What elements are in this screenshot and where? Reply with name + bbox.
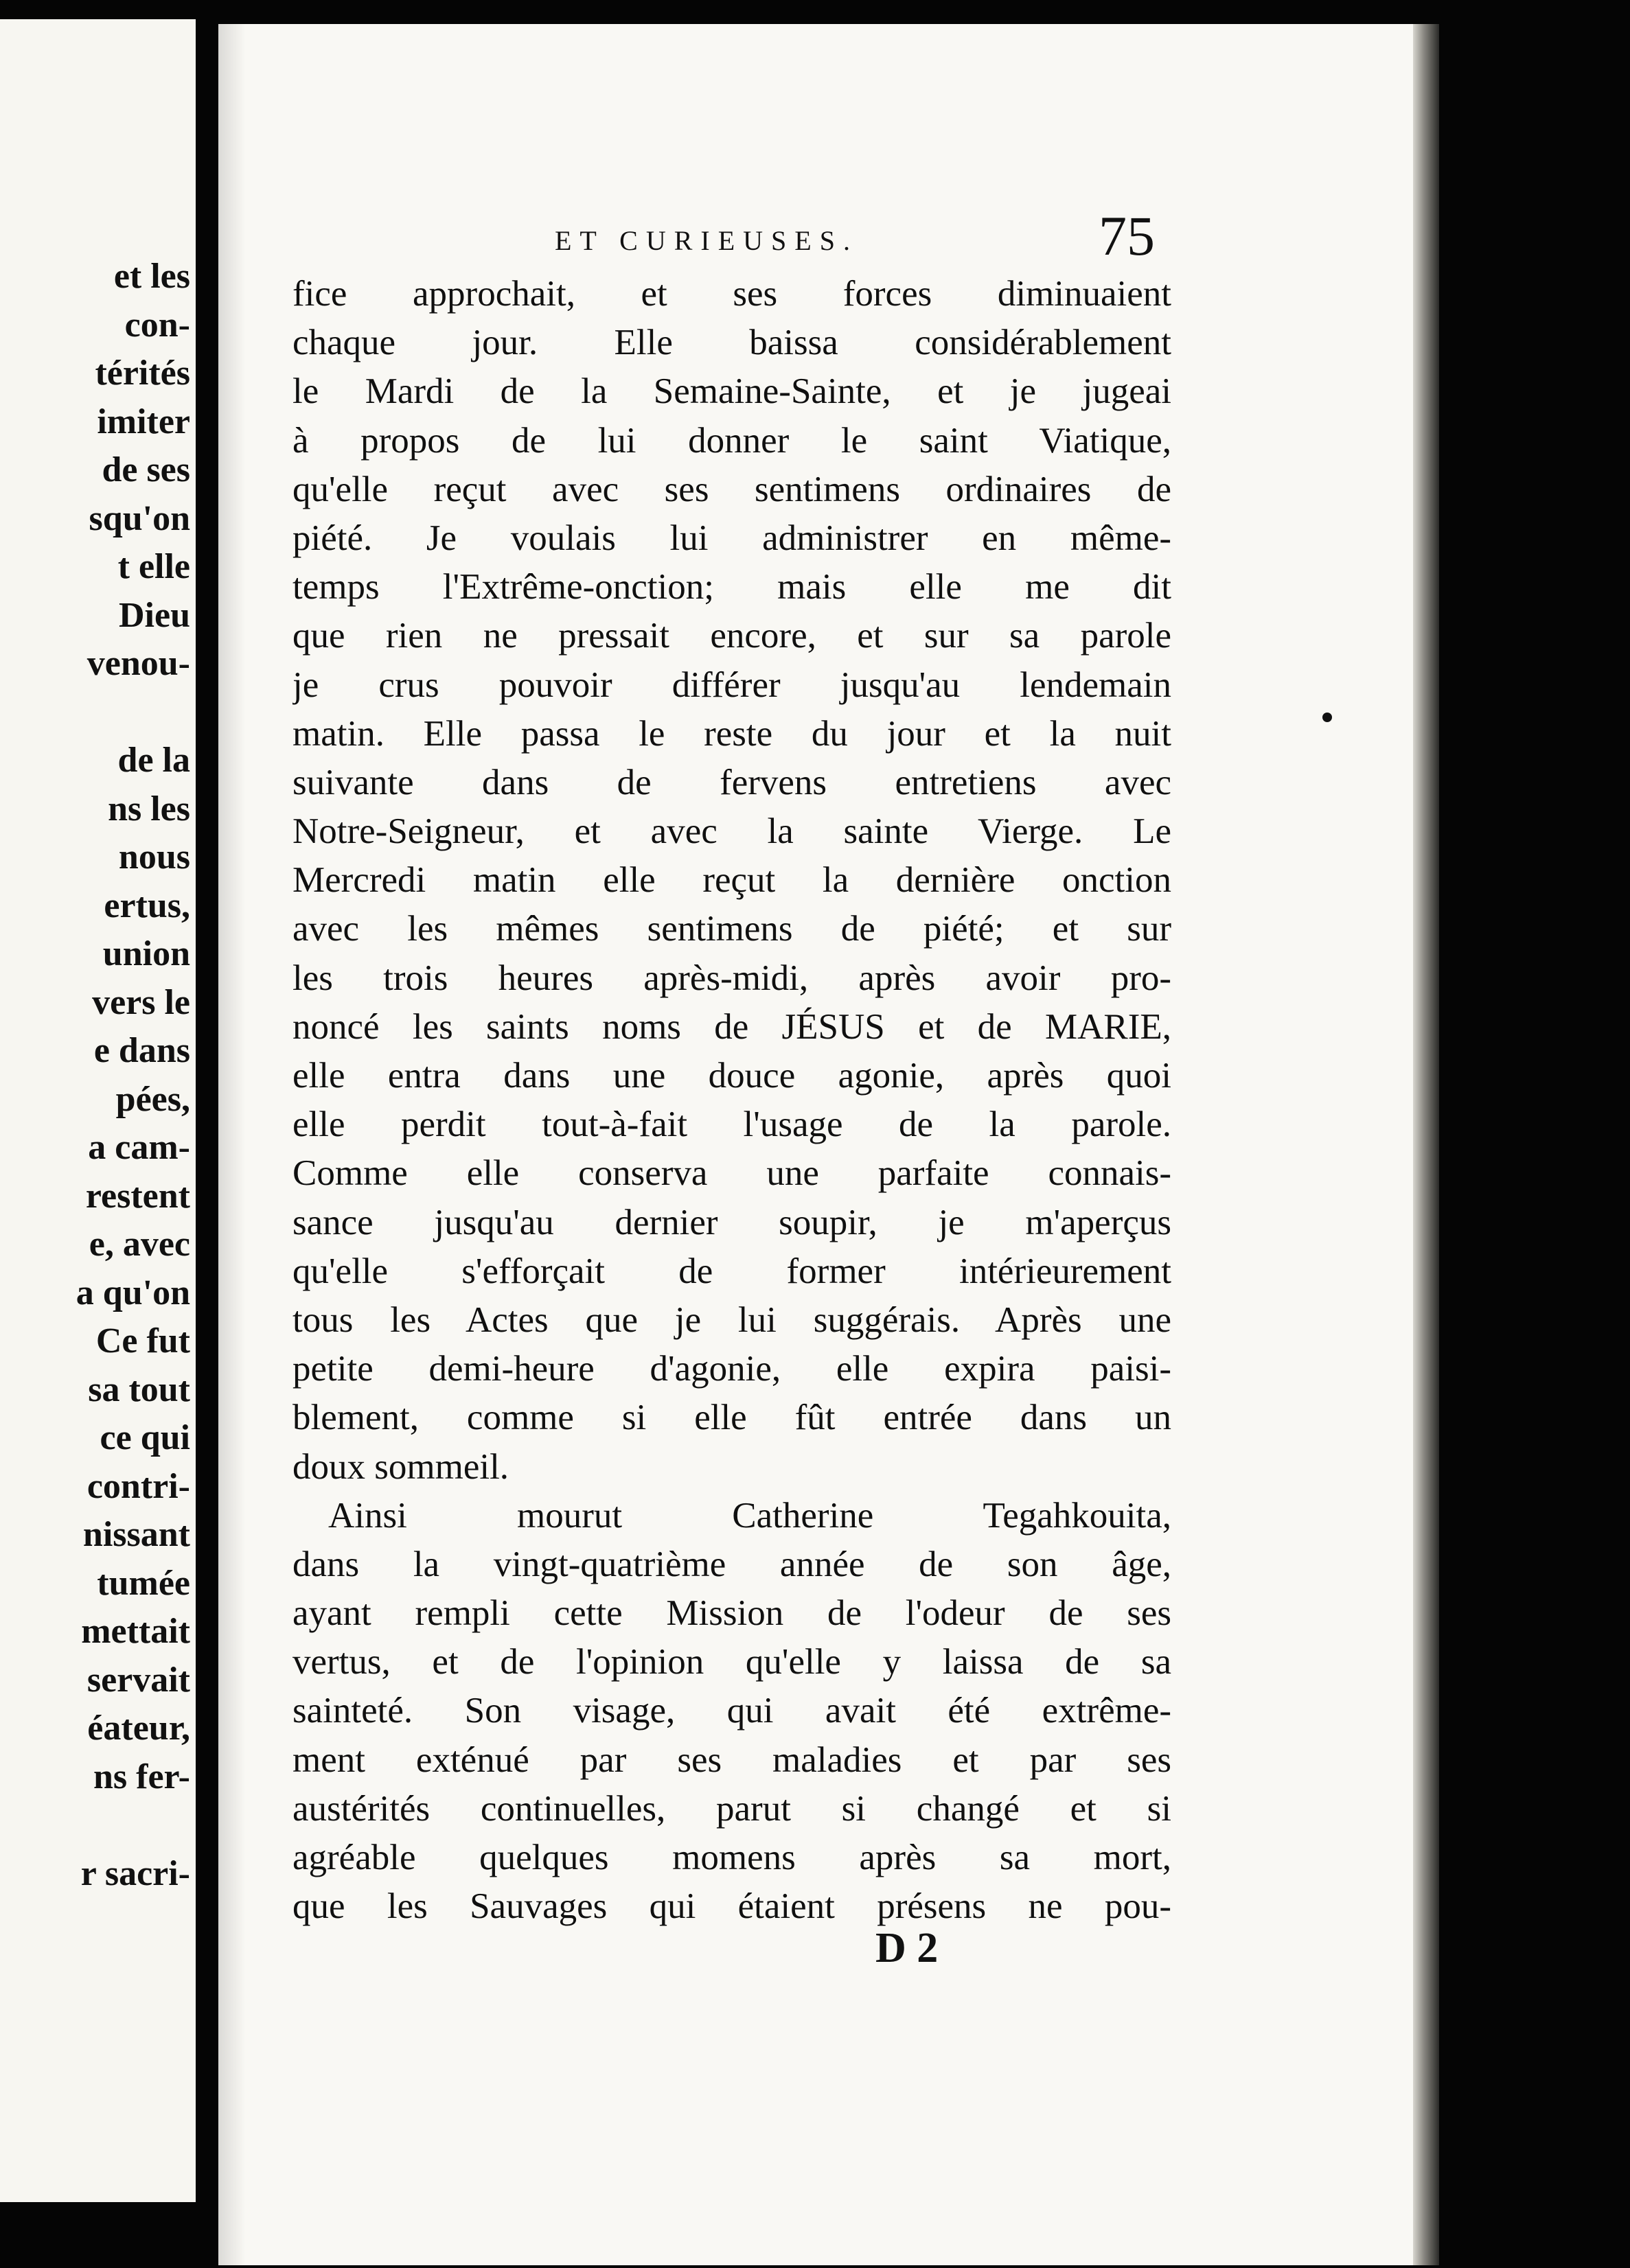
text-line: ns fer- [93, 1757, 190, 1796]
text-line: petite demi-heure d'agonie, elle expira paisi- [292, 1349, 1171, 1389]
text-line: blement, comme si elle fût entrée dans un [292, 1398, 1171, 1438]
text-line: ns les [108, 789, 190, 829]
text-line: venou- [87, 644, 190, 683]
text-line: tous les Actes que je lui suggérais. Après une [292, 1299, 1171, 1340]
text-line: avec les mêmes sentimens de piété; et sur [292, 909, 1171, 949]
page-block-edge [1413, 24, 1439, 2265]
text-line: le Mardi de la Semaine-Sainte, et je jugeai [292, 371, 1171, 412]
text-line: à propos de lui donner le saint Viatique, [292, 420, 1171, 461]
text-line: ment exténué par ses maladies et par ses [292, 1739, 1171, 1780]
text-line: les trois heures après-midi, après avoir pro- [292, 958, 1171, 998]
text-line: Ainsi mourut Catherine Tegahkouita, [328, 1495, 1171, 1536]
text-line: a qu'on [76, 1273, 190, 1312]
text-line: mettait [81, 1612, 190, 1651]
text-line: suivante dans de fervens entretiens avec [292, 762, 1171, 802]
page-number: 75 [1099, 205, 1155, 267]
text-line: éateur, [87, 1709, 190, 1748]
text-line: ertus, [104, 886, 190, 925]
text-line: nous [118, 837, 190, 877]
text-line: sa tout [88, 1369, 190, 1409]
text-line: pées, [115, 1079, 190, 1119]
running-head-title: ET CURIEUSES. [555, 225, 858, 256]
text-line: et les [113, 257, 190, 296]
text-line: vers le [92, 982, 190, 1022]
body-text [292, 270, 1171, 1931]
text-line: Dieu [119, 595, 190, 635]
text-line: qu'elle s'efforçait de former intérieurement [292, 1251, 1171, 1291]
text-line: qu'elle reçut avec ses sentimens ordinaires de [292, 469, 1171, 509]
text-line: sance jusqu'au dernier soupir, je m'aperçus [292, 1202, 1171, 1242]
text-line: agréable quelques momens après sa mort, [292, 1838, 1171, 1877]
text-line: matin. Elle passa le reste du jour et la nuit [292, 713, 1171, 754]
text-line: Notre-Seigneur, et avec la sainte Vierge. Le [292, 811, 1171, 852]
text-line: elle perdit tout-à-fait l'usage de la parole. [292, 1104, 1171, 1145]
text-line: a cam- [88, 1128, 190, 1167]
text-line: chaque jour. Elle baissa considérablement [292, 323, 1171, 363]
running-head [218, 204, 1413, 267]
text-line: sainteté. Son visage, qui avait été extrême- [292, 1691, 1171, 1731]
text-line: e, avec [89, 1225, 190, 1264]
text-line: restent [85, 1176, 190, 1216]
signature-mark: D 2 [875, 1925, 939, 1971]
text-line [76, 1801, 190, 1850]
text-line: fice approchait, et ses forces diminuaient [292, 274, 1171, 314]
text-line: que les Sauvages qui étaient présens ne pou- [292, 1886, 1171, 1927]
gutter-shadow [218, 24, 246, 2265]
text-line: union [102, 934, 190, 973]
text-line: servait [87, 1660, 190, 1700]
text-line: imiter [97, 402, 190, 441]
text-line: temps l'Extrême-onction; mais elle me dit [292, 567, 1171, 608]
text-line: noncé les saints noms de JÉSUS et de MARIE, [292, 1006, 1171, 1047]
text-line: e dans [93, 1031, 190, 1070]
text-line: con- [124, 305, 190, 345]
text-line: de la [117, 741, 190, 780]
text-line: t elle [117, 547, 190, 586]
left-facing-page [0, 19, 196, 2202]
text-line: contri- [87, 1466, 190, 1506]
ink-speck [1322, 713, 1332, 722]
text-line: de ses [102, 450, 190, 489]
text-line: doux sommeil. [292, 1446, 509, 1487]
text-line: que rien ne pressait encore, et sur sa parole [292, 616, 1171, 656]
text-line: Mercredi matin elle reçut la dernière onction [292, 860, 1171, 901]
text-line: ayant rempli cette Mission de l'odeur de ses [292, 1593, 1171, 1634]
text-line: je crus pouvoir différer jusqu'au lendemain [292, 664, 1171, 705]
left-page-text [76, 253, 190, 1898]
text-line: vertus, et de l'opinion qu'elle y laissa de sa [292, 1642, 1171, 1682]
text-line: tumée [97, 1563, 190, 1603]
text-line: piété. Je voulais lui administrer en même- [292, 518, 1171, 558]
text-line [76, 688, 190, 737]
text-line: ce qui [100, 1418, 190, 1457]
text-line: nissant [82, 1515, 190, 1554]
text-line: térités [95, 354, 190, 393]
text-line: dans la vingt-quatrième année de son âge, [292, 1544, 1171, 1584]
text-line: elle entra dans une douce agonie, après quoi [292, 1056, 1171, 1096]
text-line: squ'on [89, 498, 190, 538]
main-page [218, 24, 1413, 2265]
text-line: Ce fut [95, 1321, 190, 1361]
text-line: Comme elle conserva une parfaite connais- [292, 1153, 1171, 1194]
text-line: austérités continuelles, parut si changé et si [292, 1788, 1171, 1829]
text-line: r sacri- [80, 1853, 190, 1893]
